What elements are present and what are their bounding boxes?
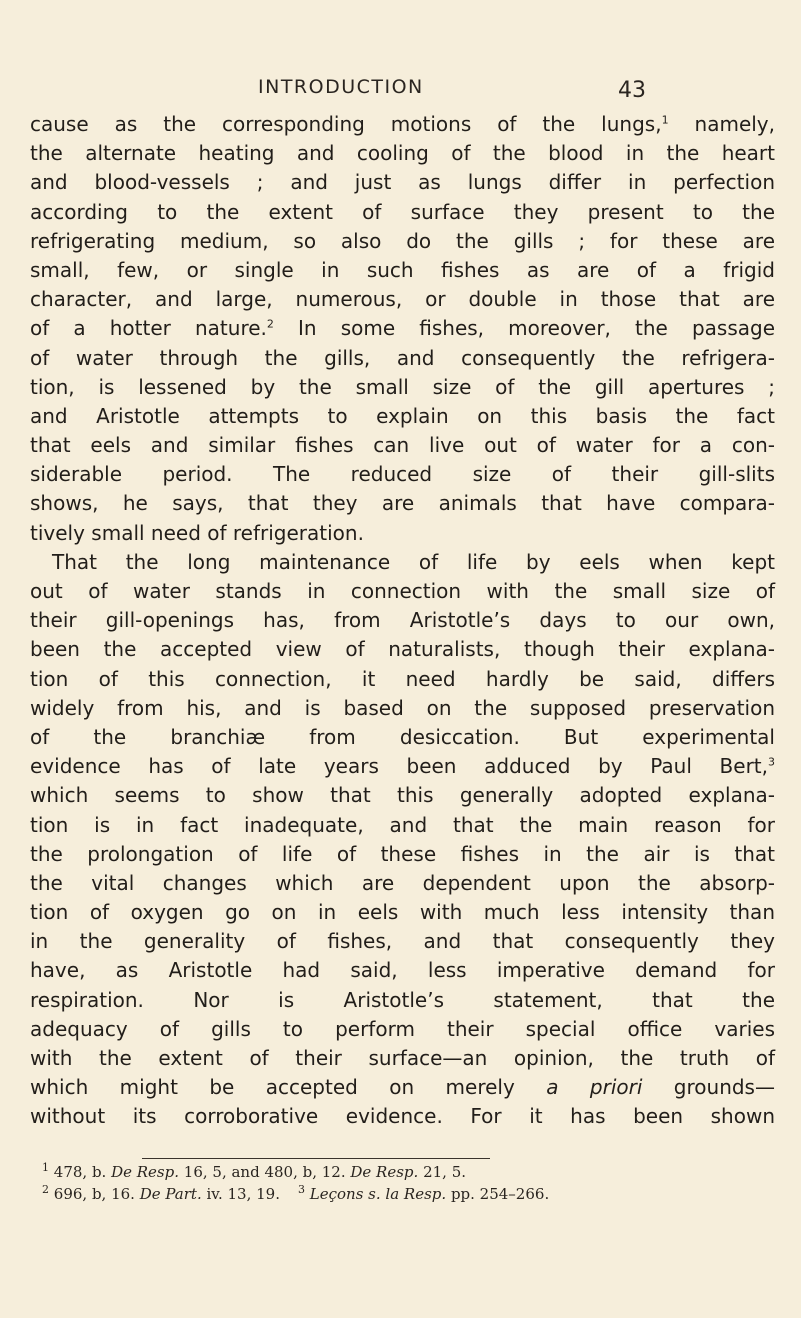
text-line: character, and large, numerous, or double in those that are — [30, 287, 775, 312]
text-line: siderable period. The reduced size of their gill-slits — [30, 462, 775, 487]
text-line: respiration. Nor is Aristotle’s statement, that the — [30, 987, 775, 1012]
footnote-rule — [142, 1158, 490, 1159]
text-line: widely from his, and is based on the supposed preservation — [30, 695, 775, 720]
text-line: with the extent of their surface—an opinion, the truth of — [30, 1046, 775, 1070]
text-line: tion of this connection, it need hardly be said, differs — [30, 666, 775, 691]
footnote-2-3: $^2$ 696, b, 16. De Part. iv. 13, 19. $^3$ Leçons s. la Resp. pp. 254–266. — [42, 1183, 550, 1203]
text-line: out of water stands in connection with the small size of — [30, 579, 775, 603]
text-line: shows, he says, that they are animals that have compara- — [30, 491, 775, 516]
paragraph-start-line: That the long maintenance of life by eels when kept — [52, 549, 775, 574]
footnotes — [42, 1161, 782, 1205]
page-number: 43 — [618, 78, 646, 103]
page-header — [0, 76, 801, 106]
footnote-1: $^1$ 478, b. De Resp. 16, 5, and 480, b, 12. De Resp. 21, 5. — [42, 1161, 467, 1181]
text-line: that eels and similar fishes can live out of water for a con- — [30, 433, 775, 458]
text-line: of the branchiæ from desiccation. But experimental — [30, 724, 775, 749]
running-head: INTRODUCTION — [258, 76, 424, 98]
text-line: refrigerating medium, so also do the gills ; for these are — [30, 228, 775, 253]
text-line: have, as Aristotle had said, less imperative demand for — [30, 958, 775, 983]
text-line: and blood-vessels ; and just as lungs differ in perfection — [30, 170, 775, 195]
text-line: which seems to show that this generally adopted explana- — [30, 783, 775, 808]
text-line: cause as the corresponding motions of the lungs,$^1$ namely, — [30, 112, 775, 136]
text-line: tively small need of refrigeration. — [30, 520, 364, 545]
text-line: and Aristotle attempts to explain on this basis the fact — [30, 403, 775, 428]
text-line: been the accepted view of naturalists, though their explana- — [30, 637, 775, 662]
text-line: tion of oxygen go on in eels with much less intensity than — [30, 900, 775, 925]
text-line: tion, is lessened by the small size of the gill apertures ; — [30, 374, 775, 399]
text-line: according to the extent of surface they present to the — [30, 199, 775, 224]
footnote-ref: 3 — [768, 755, 775, 769]
footnote-ref: 2 — [266, 317, 274, 331]
text-line: adequacy of gills to perform their special office varies — [30, 1016, 775, 1041]
text-line: of water through the gills, and consequently the refrigera- — [30, 345, 775, 370]
text-line: the alternate heating and cooling of the blood in the heart — [30, 141, 775, 166]
text-line: small, few, or single in such fishes as are of a frigid — [30, 257, 775, 282]
text-line: evidence has of late years been adduced by Paul Bert,$^3$ — [30, 754, 775, 779]
text-line: the prolongation of life of these fishes in the air is that — [30, 841, 775, 866]
text-line: in the generality of fishes, and that consequently they — [30, 929, 775, 954]
italic-phrase: a priori — [546, 1075, 643, 1100]
text-line: of a hotter nature.$^2$ In some fishes, moreover, the passage — [30, 316, 775, 341]
text-line: their gill-openings has, from Aristotle’s days to our own, — [30, 608, 775, 633]
text-line: without its corroborative evidence. For it has been shown — [30, 1104, 775, 1129]
body-text — [30, 110, 775, 1132]
text-line: which might be accepted on merely a priori grounds— — [30, 1075, 775, 1100]
footnote-ref: 1 — [661, 113, 669, 127]
text-line: tion is in fact inadequate, and that the main reason for — [30, 812, 775, 837]
text-line: the vital changes which are dependent upon the absorp- — [30, 870, 775, 895]
